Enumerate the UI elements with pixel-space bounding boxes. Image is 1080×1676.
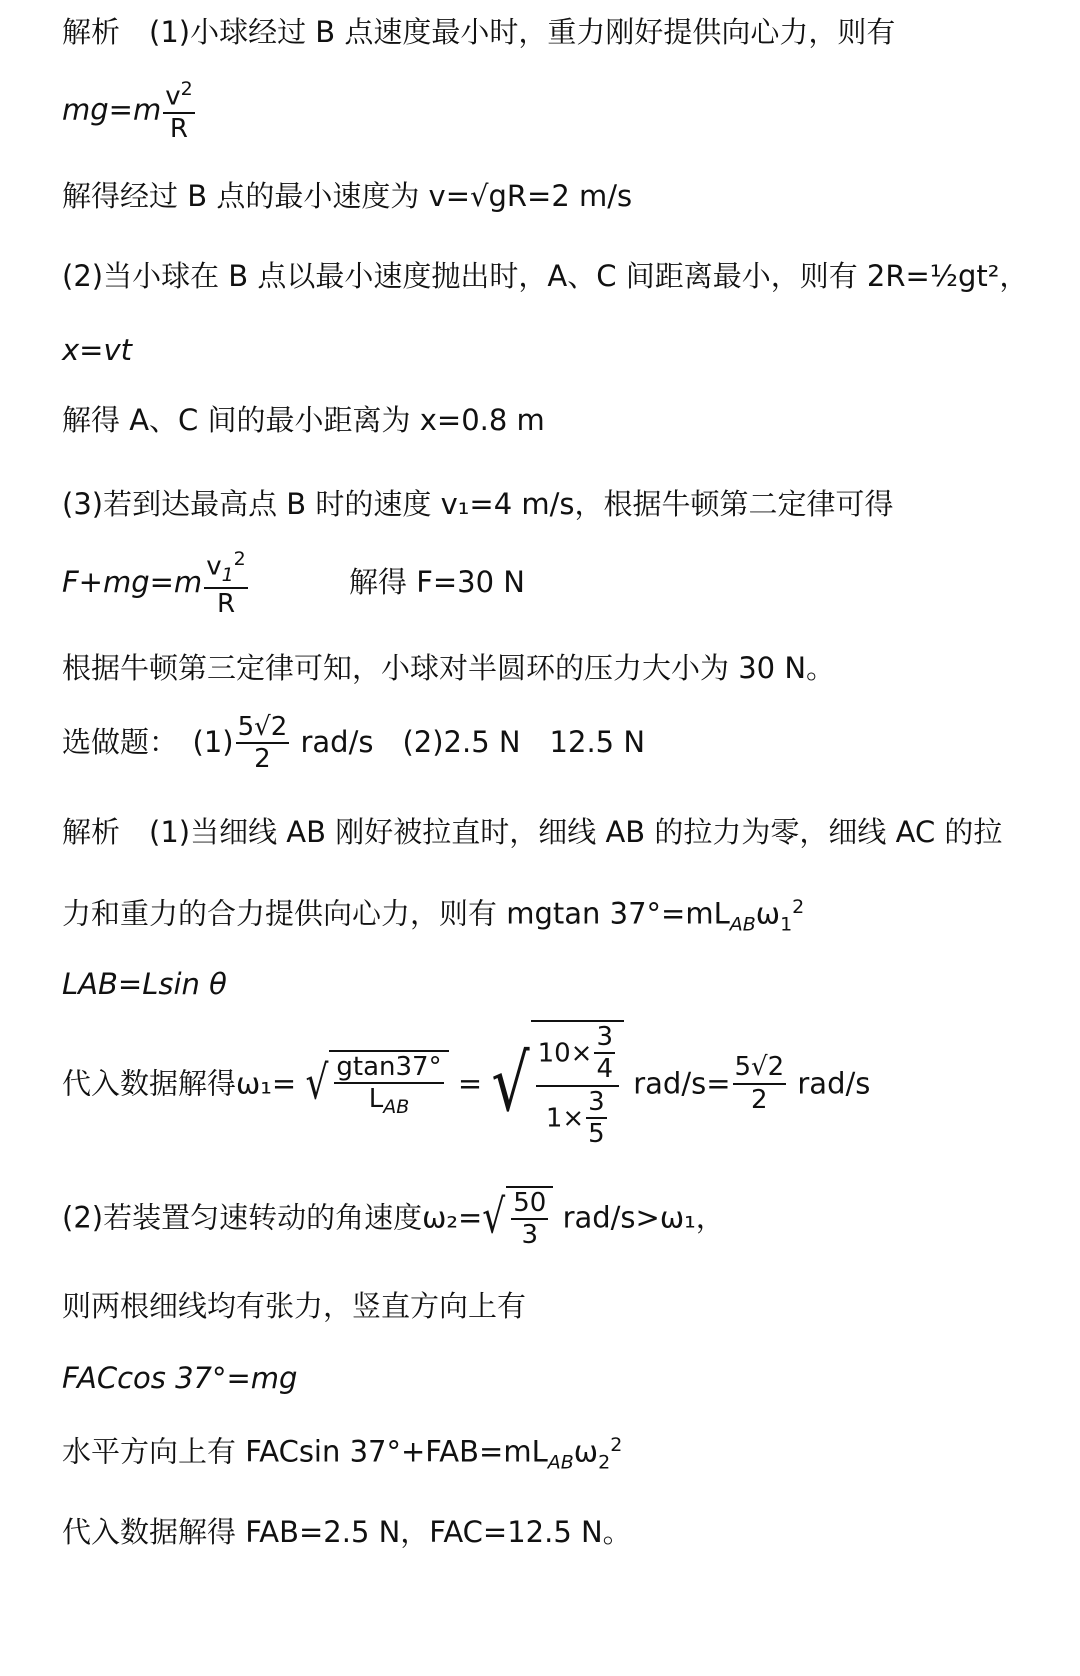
third-law-line: 根据牛顿第三定律可知，小球对半圆环的压力大小为 30 N。 bbox=[62, 651, 836, 685]
lab-line: LAB=Lsin θ bbox=[62, 967, 227, 1001]
min-distance-line: 解得 A、C 间的最小距离为 x=0.8 m bbox=[62, 403, 545, 437]
omega2-line: (2)若装置匀速转动的角速度ω₂=√ $\frac{50}{3}$ rad/s>ω₁， bbox=[62, 1188, 725, 1251]
horizontal-equation: 水平方向上有 FACsin $37^\circ+FAB=mL_{AB}\omega_2^2$ bbox=[62, 1434, 623, 1474]
omega1-result-fraction: $\frac{5√2}{2}$ bbox=[734, 1052, 785, 1115]
sqrt-tan-over-L: √ $\frac{gtan37^\circ}{L_{AB}}$ bbox=[305, 1050, 448, 1118]
x-vt-line: x=vt bbox=[62, 333, 132, 367]
sqrt-numeric: √ 10× $\frac{3}{4}$ 1× $\frac{3}{5}$ bbox=[491, 1020, 624, 1148]
part3-line: (3)若到达最高点 B 时的速度 v₁=4 m/s，根据牛顿第二定律可得 bbox=[62, 487, 894, 521]
min-speed-line: 解得经过 B 点的最小速度为 v=√gR=2 m/s bbox=[62, 179, 633, 213]
fraction-v1sq-over-R: $\frac{v_1^2}{R}$ bbox=[206, 548, 246, 619]
optional-label: 选做题： (1) bbox=[62, 724, 234, 759]
eq-lhs: mg=m bbox=[62, 92, 162, 127]
sqrt-50-over-3: √ $\frac{50}{3}$ bbox=[482, 1186, 553, 1250]
force-lhs: F+mg=m bbox=[62, 565, 203, 600]
fraction-v2-over-R: $\frac{v^2}{R}$ bbox=[165, 78, 193, 144]
equation-centripetal bbox=[62, 80, 197, 143]
omega1-equation: 代入数据解得ω₁= √ $\frac{gtan37^\circ}{L_{AB}}$ = √ 10× $\frac{3}{4}$ 1× $\frac{3}{5}$ rad/s= $\frac{5√2}{2}$ rad/s bbox=[62, 1022, 871, 1149]
optional-answer-line bbox=[62, 714, 645, 774]
tan-equation-line: 力和重力的合力提供向心力，则有 mgtan $37^\circ=mL_{AB}\omega_1^2$ bbox=[62, 896, 805, 936]
part2-line: (2)当小球在 B 点以最小速度抛出时，A、C 间距离最小，则有 2R=½gt²， bbox=[62, 259, 1029, 293]
vertical-equation: FACcos 37°=mg bbox=[62, 1361, 298, 1395]
tension-line: 则两根细线均有张力，竖直方向上有 bbox=[62, 1289, 527, 1323]
force-result: 解得 F=30 N bbox=[348, 565, 525, 600]
solution-intro: 解析 (1)小球经过 B 点速度最小时，重力刚好提供向心力，则有 bbox=[62, 15, 896, 49]
equation-force bbox=[62, 550, 525, 618]
analysis-line: 解析 (1)当细线 AB 刚好被拉直时，细线 AB 的拉力为零，细线 AC 的拉 bbox=[62, 815, 1003, 849]
optional-answers: rad/s (2)2.5 N 12.5 N bbox=[300, 724, 646, 759]
answer-fraction: $\frac{5√2}{2}$ bbox=[237, 712, 288, 775]
final-result-line: 代入数据解得 FAB=2.5 N，FAC=12.5 N。 bbox=[62, 1515, 632, 1549]
